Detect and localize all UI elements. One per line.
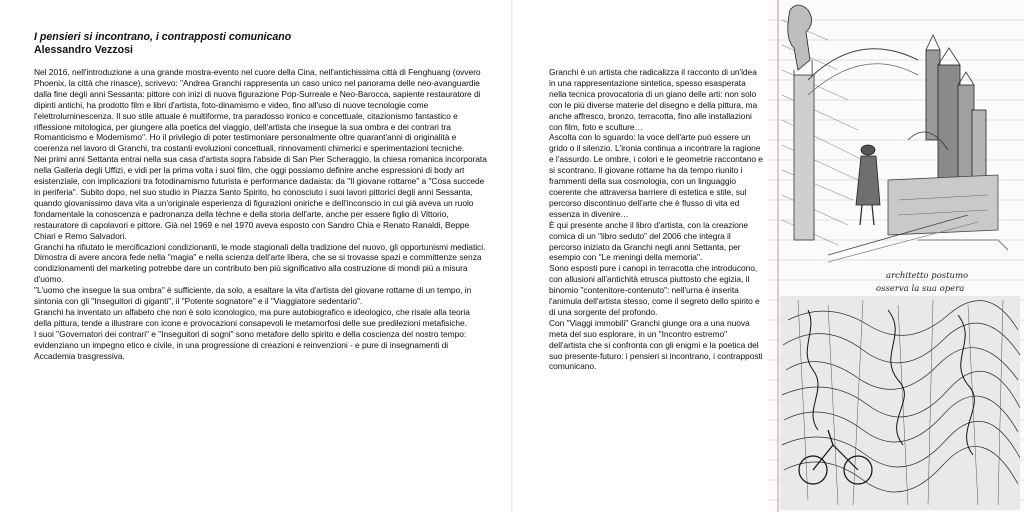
sketch-svg bbox=[768, 0, 1024, 512]
paragraph: I suoi "Governatori dei contrari" e "Inseguitori di sogni" sono metafore dello spirito e della coscienza del nostro tempo: evidenziano un impegno etico e civile, in una progressione di creazioni e reinvenzioni - e pure di insegnamenti di Accademia trasgressiva. bbox=[34, 328, 467, 361]
right-column-text bbox=[549, 67, 763, 372]
foliage-sketch bbox=[780, 296, 1020, 510]
article-heading bbox=[34, 31, 494, 56]
paragraph: Granchi ha inventato un alfabeto che non è solo iconologico, ma pure autobiografico e ideologico, che risale alla teoria della pittura, tende a illustrare con icone e provocazioni consapevoli le metamorfosi delle sue predilezioni metafisiche. bbox=[34, 306, 470, 328]
paragraph: Con "Viaggi immobili" Granchi giunge ora a una nuova meta del suo esplorare, in un "Incontro estremo" dell'artista che si confronta con gli enigmi e la poetica del suo presente-futuro: i pensieri si incontrano, i contrapposti comunicano. bbox=[549, 317, 763, 372]
article-title: I pensieri si incontrano, i contrapposti comunicano bbox=[34, 31, 292, 43]
paragraph: È qui presente anche il libro d'artista, con la creazione comica di un "libro seduto" del 2006 che integra il percorso iniziato da Granchi negli anni Settanta, per esempio con "Le meningi della memoria". bbox=[549, 219, 749, 263]
architecture-sketch bbox=[782, 5, 1008, 262]
paragraph: Ascolta con lo sguardo: la voce dell'arte può essere un grido o il silenzio. L'ironia continua a incontrare la ragione e l'assurdo. Le ombre, i colori e le geometrie raccontano e si scontrano. Il giovane rottame ha da tempo riunito i frammenti della sua cosmologia, con un linguaggio coerente che attraversa barriere di estetica e stile, sul percorso discontinuo dell'arte che è flusso di vita ed essenza in divenire… bbox=[549, 132, 763, 219]
sketch-caption-line2: osserva la sua opera bbox=[876, 284, 965, 294]
book-spine bbox=[511, 0, 513, 512]
sketch-drawing bbox=[768, 0, 1024, 512]
article-author: Alessandro Vezzosi bbox=[34, 43, 133, 56]
paragraph: Nei primi anni Settanta entrai nella sua casa d'artista sopra l'abside di San Pier Scheraggio, la chiesa romanica incorporata nella Galleria degli Uffizi, e vidi per la prima volta i suoi film, che oggi possiamo definire anche espressioni di body art esistenziale, con implicazioni tra fotodinamismo futurista e performance dadaista: da "Il giovane rottame" a "Cosa succede in periferia". Subito dopo, nel suo studio in Piazza Santo Spirito, ho conosciuto i suoi lavori pittorici degli anni Sessanta, quando giovanissimo dava vita a un'originale esperienza di figurazioni oniriche e dell'inconscio in cui già aveva un ruolo fondamentale la conoscenza e padronanza della tèchne e della storia dell'arte, anche per essere figlio di Vittorio, restauratore di capolavori e pittore. Già nel 1969 e nel 1970 aveva esposto con Sandro Chia e Renato Ranaldi, Beppe Chiari e Remo Salvadori. bbox=[34, 154, 487, 241]
left-column-text bbox=[34, 67, 488, 361]
paragraph: "L'uomo che insegue la sua ombra" è sufficiente, da solo, a esaltare la vita d'artista del giovane rottame di un tempo, in sintonia con gli "Inseguitori di giganti", il "Potente sognatore" e il "Viaggiatore sedentario". bbox=[34, 285, 472, 307]
paragraph: Granchi ha rifiutato le mercificazioni condizionanti, le mode stagionali della tradizione del nuovo, gli opportunismi mediatici. Dimostra di avere ancora fede nella "magia" e nella scienza dell'arte libera, che se si trovasse spazi e committenze senza condizionamenti del marketing potrebbe dare un contributo ben più significativo alla costruzione di mondi più a misura d'uomo. bbox=[34, 241, 486, 285]
paragraph: Sono esposti pure i canopi in terracotta che introducono, con allusioni all'antichità etrusca piuttosto che egizia, il binomio "contenitore-contenuto": nell'urna è inserita l'animula dell'artista stesso, come il segreto dello spirito e di una sorgente del profondo. bbox=[549, 263, 760, 317]
paragraph: Nel 2016, nell'introduzione a una grande mostra-evento nel cuore della Cina, nell'antichissima città di Fenghuang (ovvero Phoenix, la città che rinasce), scrivevo: "Andrea Granchi rappresenta un caso unico nel panorama delle neo-avanguardie dalla fine degli anni Sessanta: pittore con inizi di nuova figurazione Pop-Surreale e Neo-Barocca, sapiente restauratore di dipinti antichi, ha prodotto film e libri d'artista, foto-dinamismo e video, fino all'uso di nuove tecnologie come l'elettroluminescenza. Il suo stile attuale è multiforme, tra paradosso ironico e concettuale, citazionismo fantastico e riflessione mitologica, per giungere alla poetica del viaggio, dell'artista che insegue la sua ombra e dei contrari tra Romanticismo e Modernismo". Ho il privilegio di poter testimoniare personalmente oltre quarant'anni di originalità e coerenza nel lavoro di Granchi, tra costanti evoluzioni concettuali, rinnovamenti chimerici e sperimentazioni tecniche. bbox=[34, 67, 481, 154]
sketch-caption-line1: architetto postumo bbox=[886, 271, 969, 281]
paragraph: Granchi è un artista che radicalizza il racconto di un'idea in una rappresentazione sintetica, spesso esasperata nella tecnica provocatoria di un giano delle arti: non solo con le più diverse materie del disegno e della pittura, ma anche affresco, bronzo, terracotta, fino alle installazioni con film, foto e sculture… bbox=[549, 67, 758, 132]
